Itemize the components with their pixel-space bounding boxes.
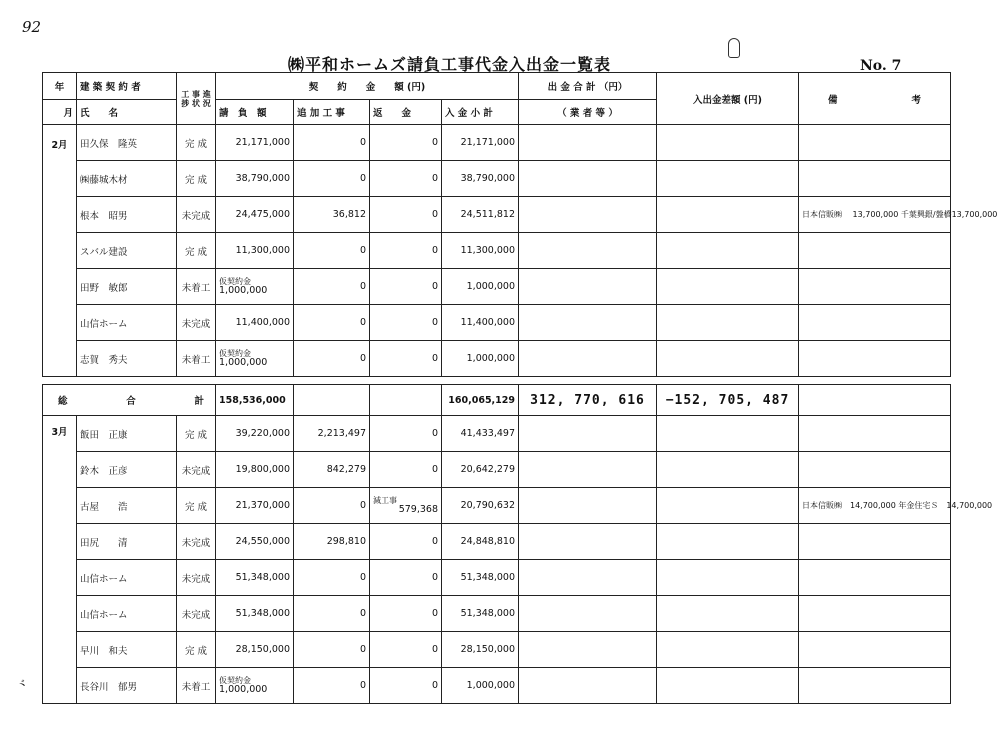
- subtotal-cell: 24,848,810: [442, 524, 519, 560]
- henkin-cell: 0: [370, 668, 442, 704]
- remarks-cell: [799, 233, 951, 269]
- contractor-name: 山信ホーム: [77, 560, 177, 596]
- header-ukeoi: 請 負 額: [216, 100, 294, 125]
- tsuika-cell: 0: [294, 668, 370, 704]
- status-cell: 未完成: [177, 452, 216, 488]
- header-contractor-name: 氏 名: [77, 100, 177, 125]
- margin-mark: ヾ: [13, 675, 31, 694]
- month-cell: 3月: [43, 416, 77, 704]
- total-tsuika: [294, 385, 370, 416]
- header-remarks-right: 考: [911, 94, 921, 106]
- tsuika-cell: 0: [294, 161, 370, 197]
- contractor-name: 飯田 正康: [77, 416, 177, 452]
- handwritten-mark: [728, 38, 740, 58]
- page-number-mark: 92: [22, 18, 42, 36]
- henkin-cell: 0: [370, 269, 442, 305]
- status-cell: 完 成: [177, 125, 216, 161]
- header-status: 工 事 進 捗 状 況: [177, 73, 216, 125]
- henkin-cell: 0: [370, 305, 442, 341]
- tsuika-cell: 0: [294, 125, 370, 161]
- payout-cell: [519, 416, 657, 452]
- remarks-cell: 日本信販㈱ 13,700,000 千葉興銀/盤橋13,700,000: [799, 197, 951, 233]
- payout-cell: [519, 269, 657, 305]
- ukeoi-cell: 21,171,000: [216, 125, 294, 161]
- ukeoi-value: 1,000,000: [219, 684, 268, 695]
- total-label-2: 合: [126, 396, 136, 407]
- contractor-name: 根本 昭男: [77, 197, 177, 233]
- henkin-cell: 0: [370, 233, 442, 269]
- header-month-year: 年: [43, 73, 77, 100]
- contractor-name: 鈴木 正彦: [77, 452, 177, 488]
- subtotal-cell: 1,000,000: [442, 668, 519, 704]
- remarks-cell: [799, 524, 951, 560]
- header-balance: 入出金差額 (円): [657, 73, 799, 125]
- balance-cell: [657, 233, 799, 269]
- contractor-name: 志賀 秀夫: [77, 341, 177, 377]
- subtotal-cell: 1,000,000: [442, 341, 519, 377]
- payout-cell: [519, 596, 657, 632]
- ukeoi-cell: 21,370,000: [216, 488, 294, 524]
- remarks-cell: 日本信販㈱ 14,700,000 年金住宅Ｓ 14,700,000: [799, 488, 951, 524]
- henkin-cell: [370, 488, 442, 524]
- henkin-cell: 0: [370, 125, 442, 161]
- henkin-cell: 0: [370, 452, 442, 488]
- contractor-name: スバル建設: [77, 233, 177, 269]
- balance-cell: [657, 161, 799, 197]
- subtotal-cell: 1,000,000: [442, 269, 519, 305]
- tsuika-cell: 0: [294, 305, 370, 341]
- remarks-cell: [799, 341, 951, 377]
- payout-cell: [519, 305, 657, 341]
- total-balance: −152, 705, 487: [657, 385, 799, 416]
- ukeoi-cell: 24,475,000: [216, 197, 294, 233]
- balance-cell: [657, 668, 799, 704]
- balance-cell: [657, 197, 799, 233]
- header-remarks: [799, 73, 951, 125]
- header-remarks-left: 備: [828, 94, 838, 106]
- subtotal-cell: 20,790,632: [442, 488, 519, 524]
- status-cell: 未着工: [177, 341, 216, 377]
- status-cell: 未完成: [177, 197, 216, 233]
- henkin-cell: 0: [370, 560, 442, 596]
- contractor-name: ㈱藤城木材: [77, 161, 177, 197]
- table-row: [43, 524, 951, 560]
- ukeoi-cell: 39,220,000: [216, 416, 294, 452]
- balance-cell: [657, 452, 799, 488]
- contractor-name: 山信ホーム: [77, 305, 177, 341]
- table-row: [43, 125, 951, 161]
- henkin-cell: 0: [370, 416, 442, 452]
- tsuika-cell: 842,279: [294, 452, 370, 488]
- tsuika-cell: 0: [294, 341, 370, 377]
- table-row: [43, 560, 951, 596]
- spacer-cell: [43, 377, 951, 385]
- ukeoi-cell: [216, 668, 294, 704]
- ukeoi-cell: 28,150,000: [216, 632, 294, 668]
- balance-cell: [657, 125, 799, 161]
- ukeoi-value: 1,000,000: [219, 357, 268, 368]
- table-row: [43, 161, 951, 197]
- table-row: [43, 269, 951, 305]
- tsuika-cell: 36,812: [294, 197, 370, 233]
- remarks-cell: [799, 668, 951, 704]
- henkin-cell: 0: [370, 632, 442, 668]
- table-row: [43, 632, 951, 668]
- payout-cell: [519, 560, 657, 596]
- table-row: [43, 341, 951, 377]
- subtotal-cell: 11,300,000: [442, 233, 519, 269]
- status-cell: 未着工: [177, 269, 216, 305]
- subtotal-cell: 24,511,812: [442, 197, 519, 233]
- table-row: [43, 197, 951, 233]
- payout-cell: [519, 197, 657, 233]
- remarks-cell: [799, 125, 951, 161]
- henkin-cell: 0: [370, 341, 442, 377]
- balance-cell: [657, 341, 799, 377]
- month-cell: 2月: [43, 125, 77, 377]
- tsuika-cell: 0: [294, 596, 370, 632]
- payout-cell: [519, 125, 657, 161]
- table-row: [43, 668, 951, 704]
- total-label-1: 総: [58, 396, 68, 407]
- ukeoi-note: 仮契約金: [219, 349, 251, 358]
- header-henkin: 返 金: [370, 100, 442, 125]
- payout-cell: [519, 668, 657, 704]
- henkin-cell: 0: [370, 161, 442, 197]
- payout-cell: [519, 488, 657, 524]
- status-cell: 完 成: [177, 632, 216, 668]
- contractor-name: 長谷川 郁男: [77, 668, 177, 704]
- total-label-3: 計: [194, 396, 204, 407]
- document-title: ㈱平和ホームズ請負工事代金入出金一覧表: [288, 55, 612, 74]
- contractor-name: 田久保 隆英: [77, 125, 177, 161]
- balance-cell: [657, 596, 799, 632]
- sheet-number: No. 7: [860, 58, 902, 74]
- ukeoi-cell: 38,790,000: [216, 161, 294, 197]
- payout-cell: [519, 341, 657, 377]
- ukeoi-cell: 51,348,000: [216, 596, 294, 632]
- remarks-cell: [799, 416, 951, 452]
- contractor-name: 山信ホーム: [77, 596, 177, 632]
- header-tsuika: 追 加 工 事: [294, 100, 370, 125]
- table-row: [43, 233, 951, 269]
- remarks-cell: [799, 452, 951, 488]
- subtotal-cell: 51,348,000: [442, 560, 519, 596]
- remarks-cell: [799, 161, 951, 197]
- contractor-name: 田尻 清: [77, 524, 177, 560]
- henkin-cell: 0: [370, 197, 442, 233]
- status-cell: 完 成: [177, 161, 216, 197]
- tsuika-cell: 2,213,497: [294, 416, 370, 452]
- henkin-note: 減工事: [373, 496, 397, 505]
- henkin-value: 579,368: [398, 504, 438, 515]
- subtotal-cell: 20,642,279: [442, 452, 519, 488]
- remarks-cell: [799, 305, 951, 341]
- tsuika-cell: 298,810: [294, 524, 370, 560]
- table-row: [43, 416, 951, 452]
- spacer-row: [43, 377, 951, 385]
- status-cell: 未着工: [177, 668, 216, 704]
- payout-cell: [519, 161, 657, 197]
- total-henkin: [370, 385, 442, 416]
- status-cell: 未完成: [177, 596, 216, 632]
- header-row-top: [43, 73, 951, 100]
- remarks-cell: [799, 632, 951, 668]
- henkin-cell: 0: [370, 596, 442, 632]
- subtotal-cell: 28,150,000: [442, 632, 519, 668]
- tsuika-cell: 0: [294, 233, 370, 269]
- header-contractor: 建 築 契 約 者: [77, 73, 177, 100]
- payout-cell: [519, 524, 657, 560]
- ukeoi-cell: 11,300,000: [216, 233, 294, 269]
- balance-cell: [657, 416, 799, 452]
- ledger-table: [42, 72, 997, 704]
- total-remarks: [799, 385, 951, 416]
- ukeoi-note: 仮契約金: [219, 277, 251, 286]
- total-ukeoi: 158,536,000: [216, 385, 294, 416]
- subtotal-cell: 21,171,000: [442, 125, 519, 161]
- contractor-name: 田野 敏郎: [77, 269, 177, 305]
- payout-cell: [519, 233, 657, 269]
- table-row: [43, 488, 951, 524]
- total-label: [43, 385, 216, 416]
- status-cell: 未完成: [177, 560, 216, 596]
- ukeoi-cell: 11,400,000: [216, 305, 294, 341]
- subtotal-cell: 11,400,000: [442, 305, 519, 341]
- balance-cell: [657, 269, 799, 305]
- ukeoi-value: 1,000,000: [219, 285, 268, 296]
- header-payout-total: 出 金 合 計 （円）: [519, 73, 657, 100]
- status-cell: 未完成: [177, 305, 216, 341]
- ukeoi-note: 仮契約金: [219, 676, 251, 685]
- balance-cell: [657, 524, 799, 560]
- table-row: [43, 305, 951, 341]
- balance-cell: [657, 305, 799, 341]
- status-cell: 完 成: [177, 233, 216, 269]
- total-subtotal: 160,065,129: [442, 385, 519, 416]
- payout-cell: [519, 452, 657, 488]
- subtotal-cell: 51,348,000: [442, 596, 519, 632]
- subtotal-cell: 38,790,000: [442, 161, 519, 197]
- table-row: [43, 596, 951, 632]
- balance-cell: [657, 488, 799, 524]
- header-contract-amount: 契 約 金 額 (円): [216, 73, 519, 100]
- remarks-cell: [799, 560, 951, 596]
- ukeoi-cell: 24,550,000: [216, 524, 294, 560]
- remarks-cell: [799, 596, 951, 632]
- header-nyukin: 入 金 小 計: [442, 100, 519, 125]
- ukeoi-cell: 51,348,000: [216, 560, 294, 596]
- balance-cell: [657, 560, 799, 596]
- henkin-cell: 0: [370, 524, 442, 560]
- tsuika-cell: 0: [294, 560, 370, 596]
- contractor-name: 古屋 浩: [77, 488, 177, 524]
- status-cell: 未完成: [177, 524, 216, 560]
- remarks-cell: [799, 269, 951, 305]
- subtotal-cell: 41,433,497: [442, 416, 519, 452]
- payout-cell: [519, 632, 657, 668]
- header-month: 月: [43, 100, 77, 125]
- contractor-name: 早川 和夫: [77, 632, 177, 668]
- header-payout-sub: （ 業 者 等 ）: [519, 100, 657, 125]
- table-row: [43, 452, 951, 488]
- tsuika-cell: 0: [294, 269, 370, 305]
- tsuika-cell: 0: [294, 488, 370, 524]
- ukeoi-cell: [216, 341, 294, 377]
- ukeoi-cell: [216, 269, 294, 305]
- total-payout: 312, 770, 616: [519, 385, 657, 416]
- status-cell: 完 成: [177, 416, 216, 452]
- total-row: [43, 385, 951, 416]
- tsuika-cell: 0: [294, 632, 370, 668]
- status-cell: 完 成: [177, 488, 216, 524]
- ukeoi-cell: 19,800,000: [216, 452, 294, 488]
- balance-cell: [657, 632, 799, 668]
